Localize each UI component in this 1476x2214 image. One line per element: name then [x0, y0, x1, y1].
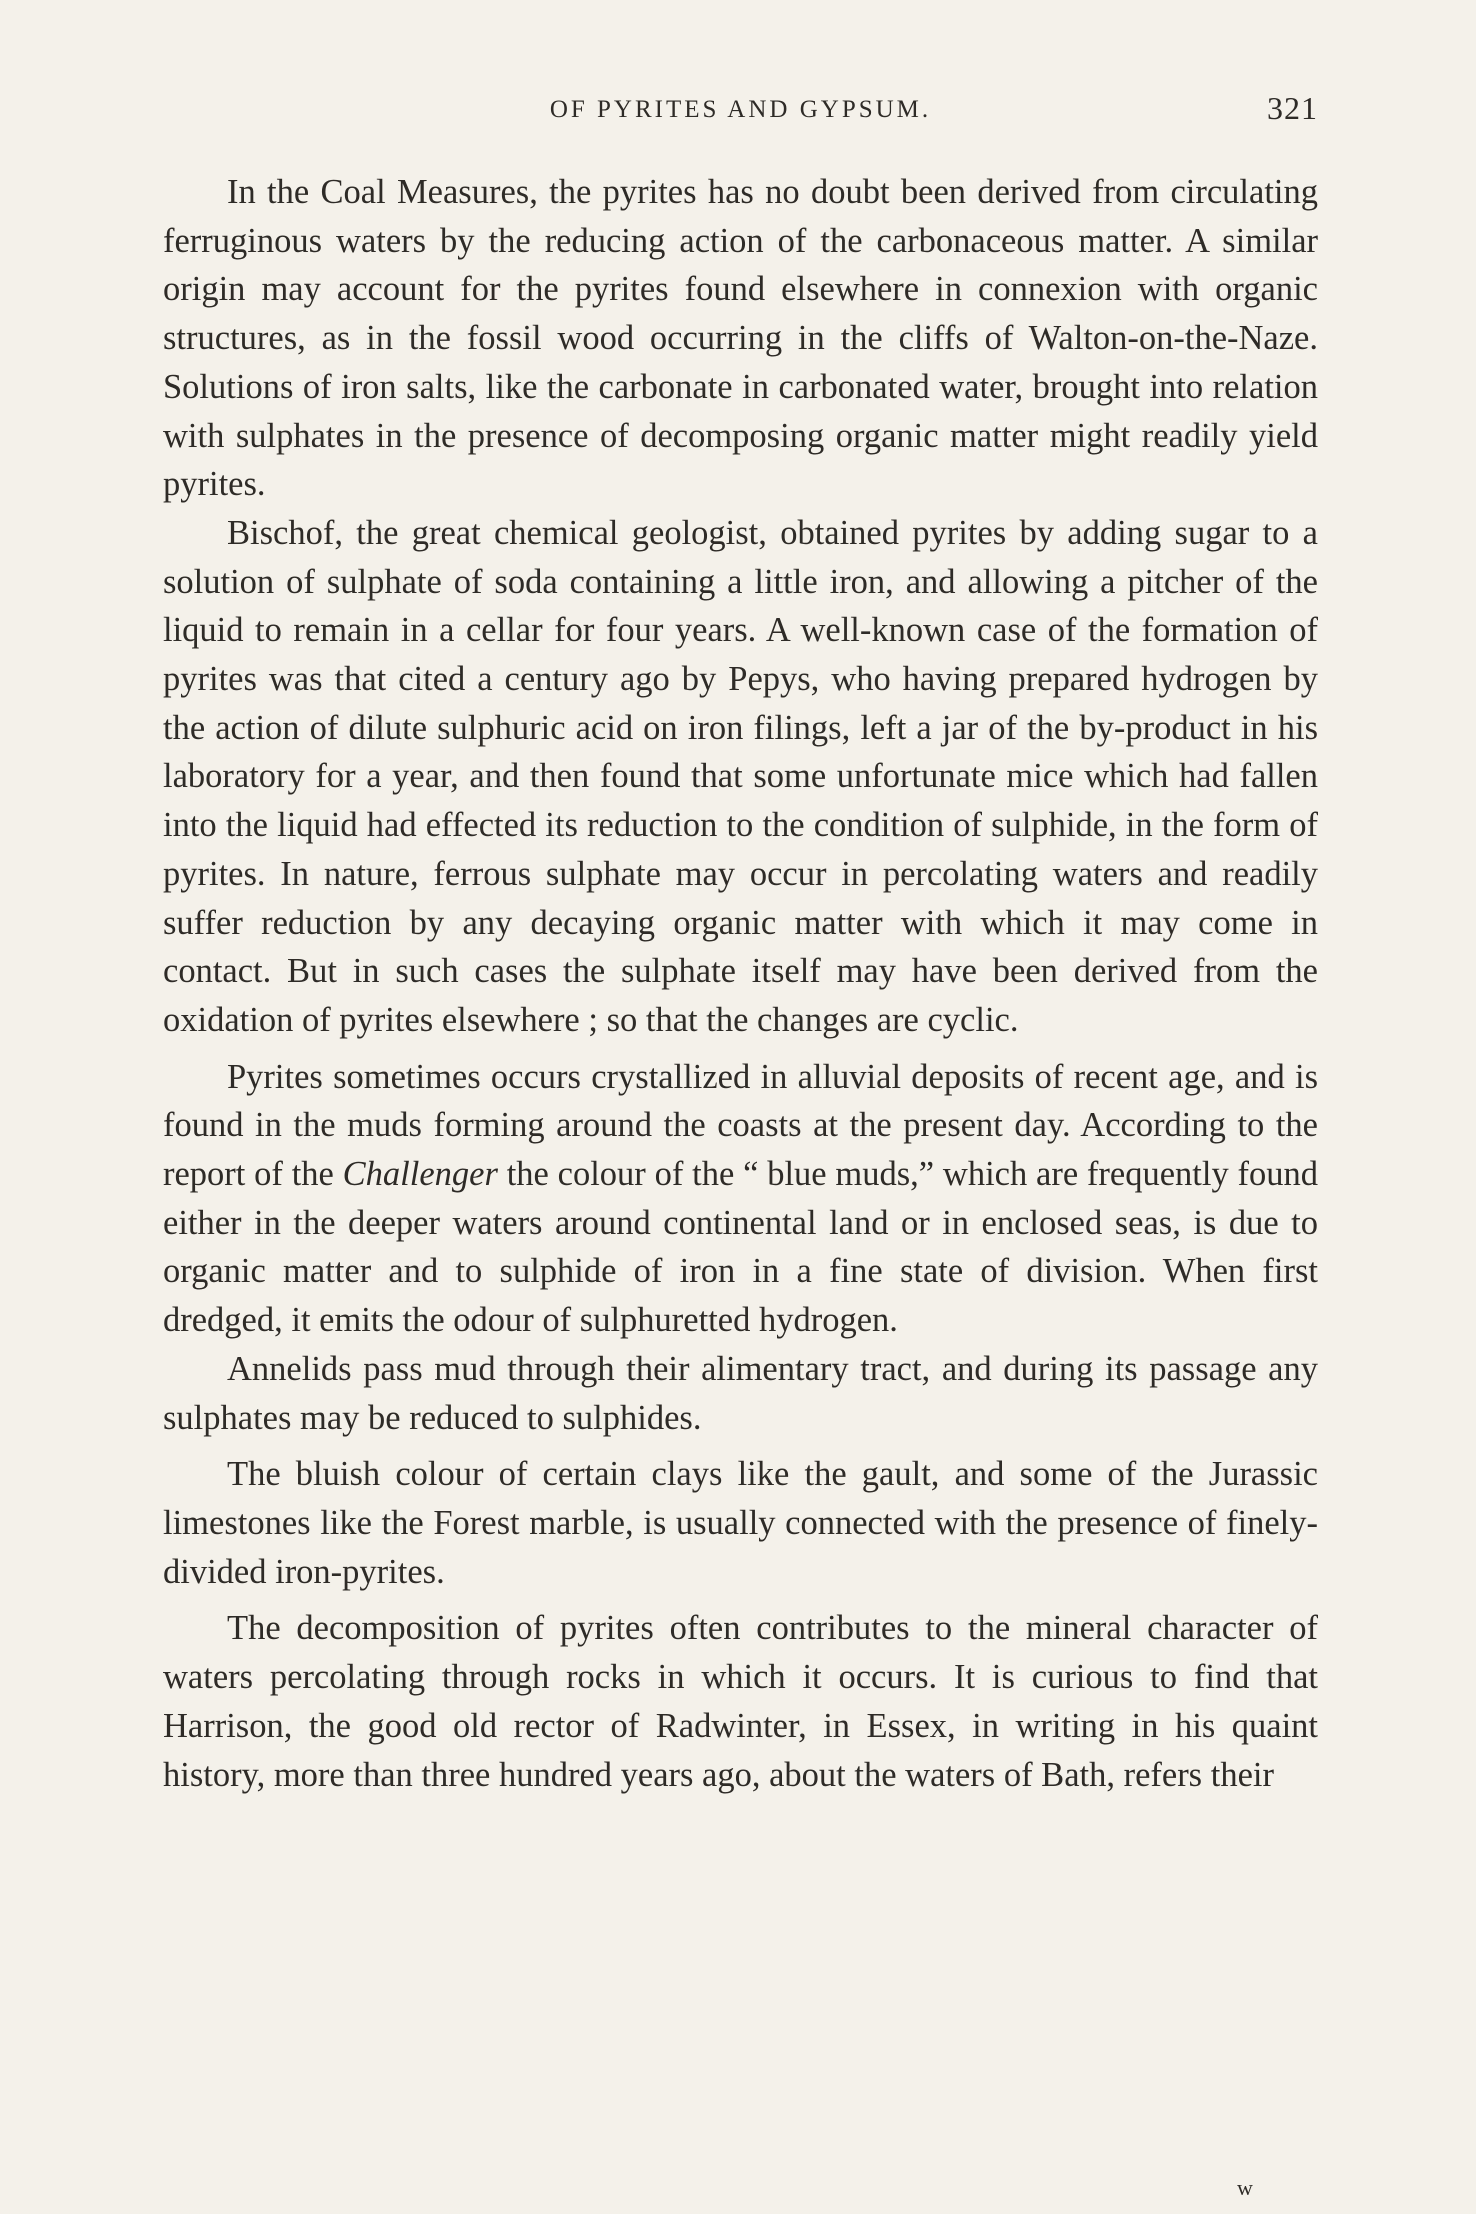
- running-title: OF PYRITES AND GYPSUM.: [549, 96, 932, 123]
- ship-name-challenger: Challenger: [342, 1155, 498, 1194]
- paragraph-alluvial-deposits: [163, 1053, 1318, 1345]
- paragraph-bischof: [163, 509, 1318, 1045]
- paragraph-bischof-text: Bischof, the great chemical geologist, obtained pyrites by adding sugar to a solution of sulphate of soda containing a little iron, and allowing a pitcher of the liquid to remain in a cellar for four years. A well-known case of the formation of pyrites was that cited a century ago by Pepys, who having prepared hydrogen by the action of dilute sulphuric acid on iron filings, left a jar of the by-product in his laboratory for a year, and then found that some unfortunate mice which had fallen into the liquid had effected its reduction to the condition of sulphide, in the form of pyrites. In nature, ferrous sulphate may occur in percolating waters and readily suffer reduction by any decaying organic matter with which it may come in contact. But in such cases the sulphate itself may have been derived from the oxidation of pyrites elsewhere ; so that the changes are cyclic.: [163, 513, 1318, 1039]
- paragraph-bluish-clays: The bluish colour of certain clays like the gault, and some of the Jurassic limestones like the Forest marble, is usually connected with the presence of finely-divided iron-pyrites.: [163, 1455, 1318, 1591]
- paragraph-alluvial-text-after: the colour of the “ blue muds,” which are frequently found either in the deeper waters around continental land or in enclosed seas, is due to organic matter and to sulphide of iron in a fine state of division. When first dredged, it emits the odour of sulphuretted hydrogen.: [163, 1155, 1318, 1340]
- page-number: 321: [1267, 90, 1318, 126]
- paragraph-annelids: Annelids pass mud through their alimentary tract, and during its passage any sulphates may be reduced to sulphides.: [163, 1349, 1318, 1437]
- body-text: [163, 168, 1318, 1799]
- paragraph-decomposition: The decomposition of pyrites often contributes to the mineral character of waters percolating through rocks in which it occurs. It is curious to find that Harrison, the good old rector of Radwinter, in Essex, in writing in his quaint history, more than three hundred years ago, about the waters of Bath, refers their: [163, 1609, 1318, 1794]
- paragraph-coal-measures: In the Coal Measures, the pyrites has no doubt been derived from circulating ferruginous waters by the reducing action of the carbonaceous matter. A similar origin may account for the pyrites found elsewhere in connexion with organic structures, as in the fossil wood occurring in the cliffs of Walton-on-the-Naze. Solutions of iron salts, like the carbonate in carbonated water, brought into relation with sulphates in the presence of decomposing organic matter might readily yield pyrites.: [163, 173, 1318, 504]
- paragraph-alluvial-text-before: Pyrites sometimes occurs crystallized in alluvial deposits of recent age, and is found in the muds forming around the coasts at the present day. According to the report of the: [163, 1057, 1318, 1194]
- signature-mark: w: [1237, 2175, 1254, 2200]
- running-head: [163, 90, 1318, 134]
